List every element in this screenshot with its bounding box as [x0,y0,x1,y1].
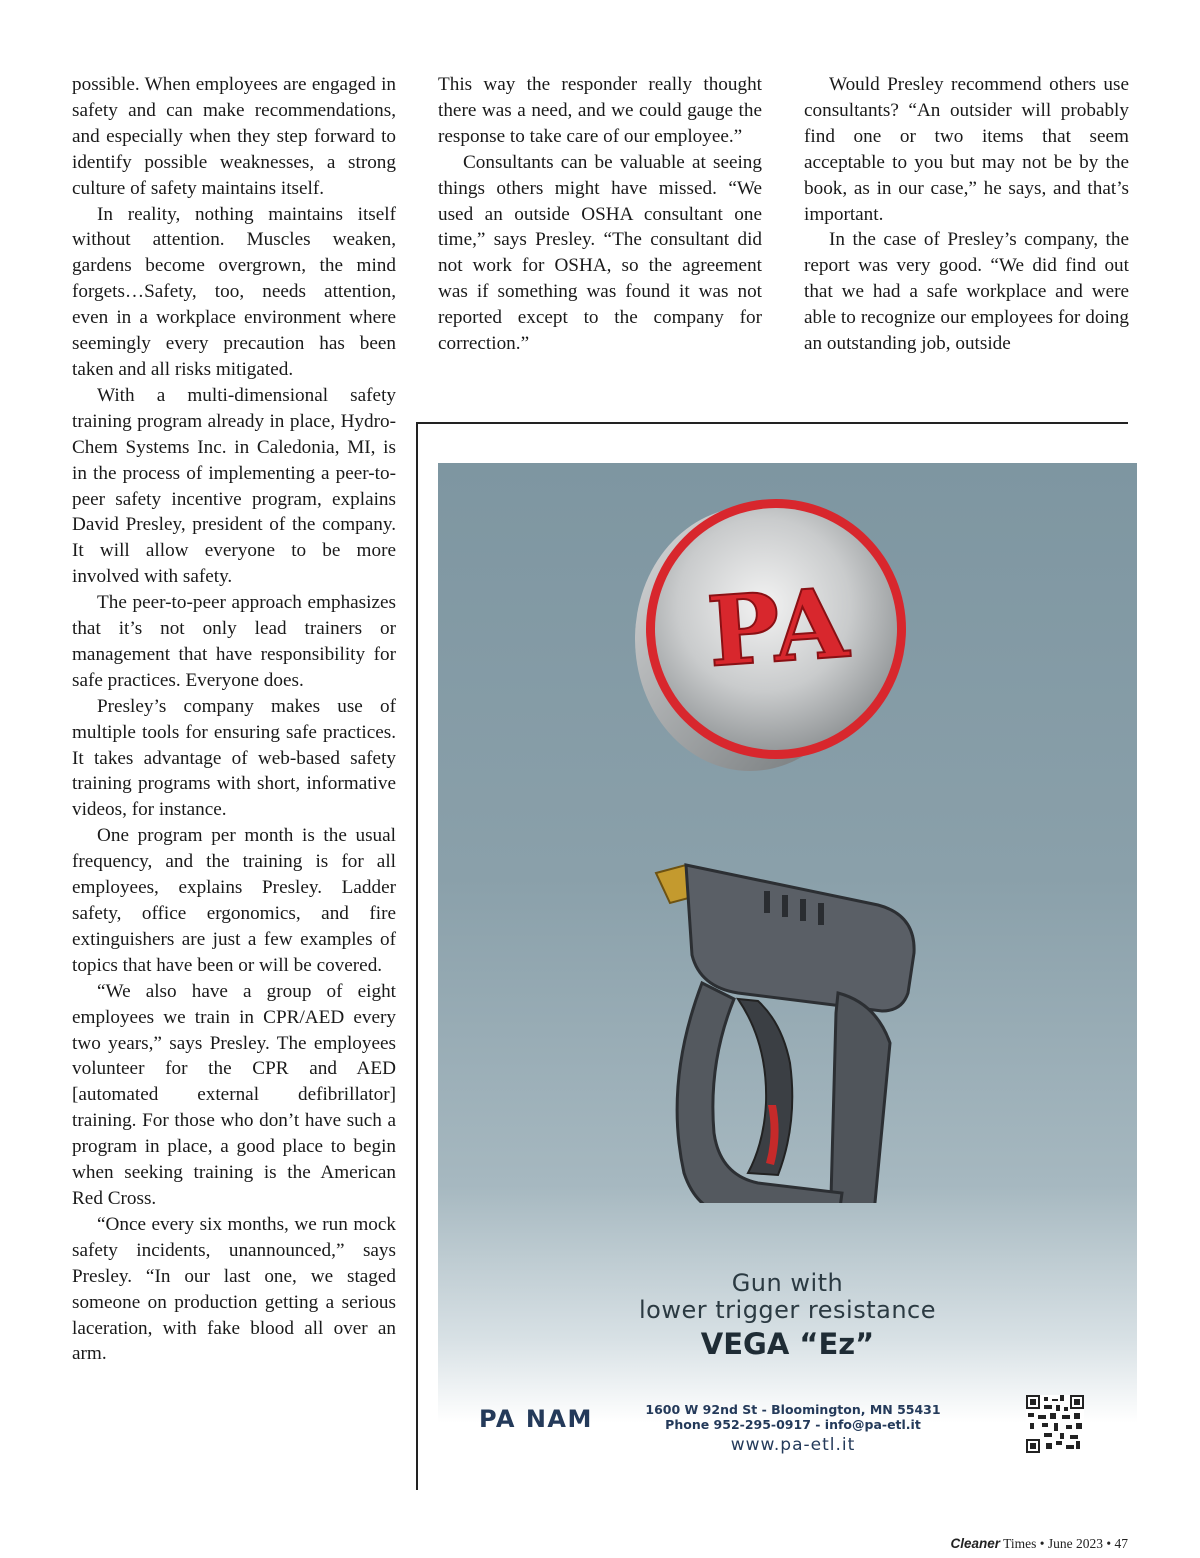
advertisement [438,463,1137,1495]
company-phone-email: Phone 952-295-0917 - info@pa-etl.it [665,1417,921,1432]
paragraph: Would Presley recommend others use consultants? “An outsider will probably find one or two items that seem acceptable to you but may not be by the book, as in our case,” he says, and that’s important. [804,74,1129,225]
paragraph: Consultants can be valuable at seeing things others might have missed. “We used an outside OSHA consultant one time,” says Presley. “The consultant did not work for OSHA, so the agreement was if something was found it was not reported except to the company for correction.” [438,151,762,355]
magazine-name-rest: Times [1000,1536,1037,1551]
pa-logo-disc [438,463,1137,823]
paragraph: One program per month is the usual frequency, and the training is for all employees, explains Presley. Ladder safety, office ergonomics, and fire extinguishers are just a few examples of topics that have been or will be covered. [72,825,396,976]
paragraph: possible. When employees are engaged in safety and can make recommendations, and especially when they step forward to identify possible weaknesses, a strong culture of safety maintains itself. [72,74,396,199]
brand-name: PA NAM [479,1405,593,1433]
page-footer [950,1536,1128,1552]
ad-frame-divider [416,422,1128,424]
article-column-3 [804,72,1129,357]
company-address: 1600 W 92nd St - Bloomington, MN 55431 [645,1402,941,1417]
company-website: www.pa-etl.it [730,1435,856,1455]
paragraph: In reality, nothing maintains itself without attention. Muscles weaken, gardens become overgrown, the mind forgets…Safety, too, needs attention, even in a workplace environment where seemingly every precaution has been taken and all risks mitigated. [72,203,396,380]
footer-bullet: • [1039,1536,1045,1551]
article-column-2 [438,72,762,357]
paragraph: The peer-to-peer approach emphasizes that it’s not only lead trainers or management that have responsibility for safe practices. Everyone does. [72,592,396,691]
issue-date: June 2023 [1047,1536,1104,1551]
footer-bullet: • [1106,1536,1112,1551]
pa-logo-text: PA [704,566,852,689]
page-number: 47 [1114,1536,1128,1551]
ad-frame-divider [416,422,418,1490]
paragraph: This way the responder really thought there was a need, and we could gauge the response to take care of our employee.” [438,74,762,147]
product-name: VEGA “Ez” [700,1327,875,1361]
ad-slogan-line-2: lower trigger resistance [639,1296,936,1324]
ad-slogan-line-1: Gun with [731,1269,844,1297]
paragraph: “Once every six months, we run mock safety incidents, unannounced,” says Presley. “In our last one, we staged someone on production getting a serious laceration, with fake blood all over an arm. [72,1213,396,1365]
spray-gun-image [438,843,1137,1203]
qr-code-icon [1026,1395,1084,1453]
paragraph: With a multi-dimensional safety training program already in place, Hydro-Chem Systems Inc. in Caledonia, MI, is in the process of implementing a peer-to-peer safety incentive program, explains David Presley, president of the company. It will allow everyone to be more involved with safety. [72,384,396,588]
paragraph: “We also have a group of eight employees we train in CPR/AED every two years,” says Presley. The employees volunteer for the CPR and AED [automated external defibrillator] training. For those who don’t have such a program in place, a good place to begin when seeking training is the American Red Cross. [72,980,396,1209]
company-contact [643,1402,943,1432]
article-column-1 [72,72,396,1367]
paragraph: Presley’s company makes use of multiple tools for ensuring safe practices. It takes advantage of web-based safety training programs with short, informative videos, for instance. [72,695,396,821]
paragraph: In the case of Presley’s company, the report was very good. “We did find out that we had a safe workplace and were able to recognize our employees for doing an outstanding job, outside [804,229,1129,355]
magazine-name-italic: Cleaner [950,1536,1000,1551]
